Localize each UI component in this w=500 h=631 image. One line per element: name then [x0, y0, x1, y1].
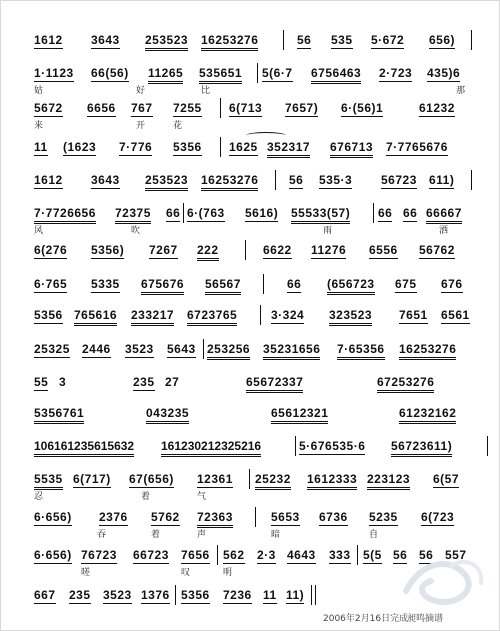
- bar-line: [257, 63, 258, 83]
- note-group: 12361: [197, 472, 233, 486]
- bar-line: [295, 436, 296, 456]
- note-group: 7656: [181, 548, 210, 562]
- note-group: 67(656): [129, 472, 174, 486]
- note-group: 656): [429, 33, 456, 47]
- bar-line: [255, 507, 256, 527]
- bar-line: [260, 305, 261, 325]
- note-group: 72363: [197, 510, 233, 528]
- note-group: 6·(763: [187, 206, 225, 220]
- note-group: 3643: [91, 173, 120, 187]
- lyric: 气: [197, 492, 207, 502]
- note-group: 25232: [255, 472, 291, 490]
- lyric: 比: [201, 86, 211, 96]
- bar-line: [220, 137, 221, 157]
- note-group: 7·65356: [337, 342, 385, 360]
- note-group: 7267: [149, 243, 178, 257]
- note-group: 5(5: [363, 548, 382, 562]
- bar-line: [220, 98, 221, 118]
- note-group: 767: [131, 101, 153, 115]
- note-group: 2376: [99, 510, 128, 524]
- note-group: 56723611): [391, 439, 452, 457]
- lyric: 自: [369, 530, 379, 540]
- note-group: 5356761: [34, 406, 84, 424]
- note-group: 16253276: [201, 33, 258, 51]
- note-group: 11: [263, 588, 277, 602]
- transcriber-credit: 昶鸣摘谱: [407, 614, 444, 624]
- note-group: 043235: [146, 406, 189, 424]
- note-group: 6·765: [34, 277, 68, 291]
- note-group: 5(6·7: [262, 66, 293, 80]
- note-group: 6·656): [34, 548, 72, 562]
- note-group: 161230212325216: [161, 439, 261, 457]
- note-group: 76723: [81, 548, 117, 562]
- note-group: 5356: [34, 308, 63, 322]
- lyric: 姑: [34, 86, 44, 96]
- lyric: 洒: [439, 226, 449, 236]
- note-group: 352317: [267, 140, 310, 158]
- note-group: 535·3: [319, 173, 353, 187]
- slur: [246, 132, 286, 139]
- note-group: 6622: [263, 243, 292, 257]
- note-group: 11276: [311, 243, 347, 257]
- note-group: 222: [197, 243, 219, 261]
- note-group: 3523: [125, 342, 154, 356]
- note-group: (656723: [327, 277, 375, 295]
- lyric: 花: [173, 121, 183, 131]
- note-group: 253256: [207, 342, 250, 360]
- note-group: 233217: [131, 308, 174, 326]
- note-group: 7·7726656: [34, 206, 96, 224]
- note-group: 65612321: [271, 406, 328, 424]
- note-group: 323523: [329, 308, 372, 326]
- note-group: 66: [378, 206, 393, 220]
- note-group: 55: [34, 375, 49, 389]
- note-group: 56: [297, 33, 312, 47]
- note-group: 27: [165, 375, 180, 389]
- lyric: 雨: [323, 226, 333, 236]
- note-group: 1625: [229, 140, 258, 154]
- lyric: 好: [136, 86, 146, 96]
- lyric: 忍: [34, 492, 44, 502]
- note-group: 3643: [91, 33, 120, 47]
- note-group: 5653: [271, 510, 300, 524]
- note-group: 6756463: [311, 66, 361, 84]
- note-group: 72375: [115, 206, 151, 224]
- bar-line: [487, 436, 488, 456]
- note-group: 2·723: [379, 66, 413, 80]
- note-group: 3·324: [271, 308, 305, 322]
- note-group: 676: [441, 277, 463, 291]
- lyric: 着: [141, 492, 151, 502]
- note-group: 1612: [34, 33, 63, 47]
- note-group: 5535: [34, 472, 63, 490]
- note-group: 535651: [199, 66, 242, 84]
- note-group: 25325: [34, 342, 70, 356]
- note-group: 333: [329, 548, 351, 562]
- completion-date: 2006年2月16日完成: [323, 614, 409, 624]
- note-group: 11): [286, 588, 305, 602]
- note-group: 253523: [145, 33, 188, 51]
- bar-line: [263, 274, 264, 294]
- lyric: 嗟: [81, 568, 91, 578]
- note-group: 11: [34, 140, 48, 154]
- note-group: 675676: [141, 277, 184, 295]
- note-group: 11265: [148, 66, 183, 84]
- note-group: 66(56): [91, 66, 129, 80]
- note-group: 2446: [82, 342, 111, 356]
- note-group: 235: [69, 588, 91, 602]
- lyric: 暗: [271, 530, 281, 540]
- note-group: 5·672: [371, 33, 405, 47]
- note-group: 7255: [173, 101, 202, 115]
- note-group: 61232162: [399, 406, 456, 424]
- lyric: 那: [456, 86, 466, 96]
- note-group: 535: [331, 33, 353, 47]
- note-group: 3: [59, 375, 67, 389]
- bar-line: [217, 545, 218, 565]
- note-group: 1·1123: [34, 66, 74, 80]
- note-group: 56: [289, 173, 304, 187]
- note-group: 1612: [34, 173, 63, 187]
- note-group: 6(723: [421, 510, 455, 524]
- note-group: 6·656): [34, 510, 72, 524]
- note-group: 56762: [419, 243, 455, 257]
- lyric: 吹: [131, 226, 141, 236]
- note-group: 5762: [151, 510, 180, 524]
- note-group: (1623: [63, 140, 97, 154]
- note-group: 7·776: [119, 140, 153, 154]
- note-group: 56: [419, 548, 434, 562]
- note-group: 1376: [141, 588, 170, 602]
- final-bar-line: [311, 585, 316, 605]
- note-group: 6(717): [73, 472, 111, 486]
- lyric: 声: [197, 530, 207, 540]
- lyric: 来: [34, 121, 44, 131]
- note-group: 7651: [399, 308, 428, 322]
- note-group: 4643: [287, 548, 316, 562]
- note-group: 67253276: [377, 375, 434, 393]
- lyric: 着: [151, 530, 161, 540]
- note-group: 5356: [181, 588, 210, 602]
- note-group: 7657): [285, 101, 319, 115]
- note-group: 6(276: [34, 243, 68, 257]
- bar-line: [183, 203, 184, 223]
- lyric: 风: [34, 226, 44, 236]
- lyric: 明: [223, 568, 233, 578]
- note-group: 253523: [145, 173, 188, 191]
- note-group: 66: [166, 206, 181, 220]
- note-group: 55533(57): [291, 206, 350, 224]
- note-group: 66723: [133, 548, 169, 562]
- note-group: 6556: [369, 243, 398, 257]
- watermark-graphic: [396, 551, 491, 611]
- note-group: 7236: [223, 588, 252, 602]
- note-group: 3523: [103, 588, 132, 602]
- note-group: 5643: [167, 342, 196, 356]
- note-group: 6656: [87, 101, 116, 115]
- note-group: 223123: [367, 472, 410, 490]
- note-group: 676713: [330, 140, 373, 158]
- note-group: 435)6: [427, 66, 461, 80]
- note-group: 611): [429, 173, 455, 187]
- note-group: 5672: [34, 101, 63, 115]
- note-group: 66667: [426, 206, 462, 224]
- note-group: 106161235615632: [34, 439, 134, 457]
- note-group: 16253276: [201, 173, 258, 191]
- bar-line: [275, 170, 276, 190]
- note-group: 765616: [74, 308, 117, 326]
- note-group: 6723765: [187, 308, 237, 326]
- lyric: 开: [136, 121, 146, 131]
- bar-line: [373, 203, 374, 223]
- bar-line: [471, 170, 472, 190]
- note-group: 5356): [91, 243, 125, 257]
- note-group: 16253276: [399, 342, 456, 360]
- note-group: 35231656: [263, 342, 320, 360]
- note-group: 667: [34, 588, 56, 602]
- note-group: 6561: [441, 308, 470, 322]
- lyric: 吞: [97, 530, 107, 540]
- bar-line: [245, 240, 246, 260]
- bar-line: [203, 339, 204, 359]
- note-group: 6736: [319, 510, 348, 524]
- note-group: 66: [403, 206, 418, 220]
- note-group: 6·(56)1: [341, 101, 384, 115]
- bar-line: [357, 545, 358, 565]
- note-group: 5356: [173, 140, 202, 154]
- note-group: 557: [445, 548, 467, 562]
- bar-line: [283, 30, 284, 50]
- bar-line: [471, 30, 472, 50]
- note-group: 562: [223, 548, 245, 562]
- lyric: 叹: [181, 568, 191, 578]
- note-group: 2·3: [257, 548, 276, 562]
- note-group: 235: [133, 375, 155, 389]
- note-group: 675: [395, 277, 417, 291]
- bar-line: [249, 469, 250, 489]
- note-group: 5·676535·6: [299, 439, 366, 453]
- note-group: 56723: [381, 173, 417, 187]
- bar-line: [175, 585, 176, 605]
- note-group: 61232: [419, 101, 455, 115]
- note-group: 6(57: [433, 472, 460, 486]
- note-group: 66: [287, 277, 302, 291]
- note-group: 5616): [245, 206, 279, 220]
- note-group: 5335: [91, 277, 120, 291]
- note-group: 56567: [205, 277, 241, 295]
- note-group: 7·7765676: [386, 140, 448, 154]
- note-group: 5235: [369, 510, 398, 524]
- note-group: 65672337: [246, 375, 303, 393]
- note-group: 56: [393, 548, 408, 562]
- note-group: 6(713: [229, 101, 263, 115]
- note-group: 1612333: [307, 472, 357, 490]
